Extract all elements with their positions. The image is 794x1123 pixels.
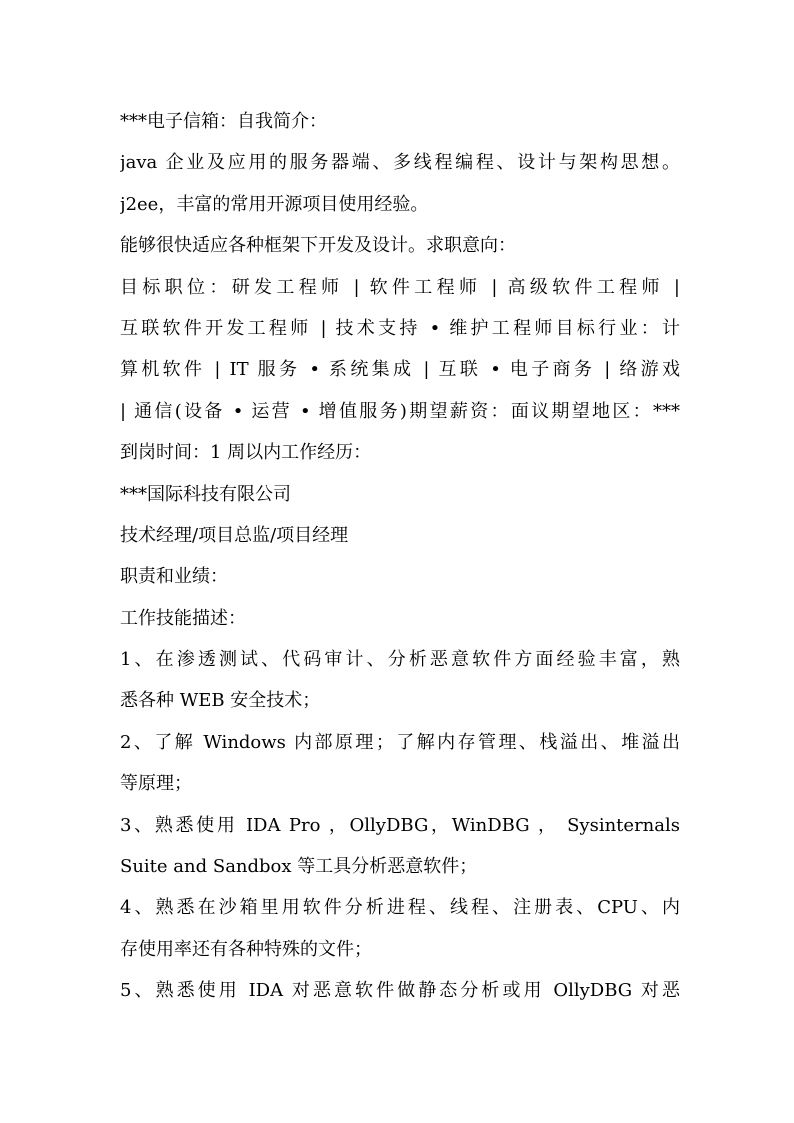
- skill-2-line-1: 2、了解 Windows 内部原理；了解内存管理、栈溢出、堆溢出: [120, 731, 680, 753]
- intro-line-java: java 企业及应用的服务器端、多线程编程、设计与架构思想。: [120, 152, 680, 174]
- email-and-intro-heading: ***电子信箱：自我简介：: [120, 111, 327, 132]
- target-position-line: 目标职位：研发工程师 | 软件工程师 | 高级软件工程师 |: [120, 276, 680, 298]
- skills-heading: 工作技能描述：: [120, 607, 246, 629]
- skill-1-line-1: 1、在渗透测试、代码审计、分析恶意软件方面经验丰富，熟: [120, 649, 680, 671]
- skill-2-line-2: 等原理；: [120, 773, 192, 795]
- target-position-continued-line: 互联软件开发工程师 | 技术支持 • 维护工程师目标行业：计: [120, 317, 680, 339]
- skill-4-line-1: 4、熟悉在沙箱里用软件分析进程、线程、注册表、CPU、内: [120, 897, 680, 919]
- skill-3-line-1: 3、熟悉使用 IDA Pro ，OllyDBG，WinDBG ， Sysinternals: [120, 814, 680, 836]
- skill-4-line-2: 存使用率还有各种特殊的文件；: [120, 938, 372, 960]
- skill-1-line-2: 悉各种 WEB 安全技术；: [120, 690, 321, 712]
- responsibilities-heading: 职责和业绩：: [120, 566, 228, 588]
- company-name: ***国际科技有限公司: [120, 483, 291, 505]
- job-titles: 技术经理/项目总监/项目经理: [120, 524, 349, 546]
- target-industry-line: 算机软件 | IT 服务 • 系统集成 | 互联 • 电子商务 | 络游戏: [120, 359, 680, 381]
- availability-and-experience-line: 到岗时间：1 周以内工作经历：: [120, 442, 372, 464]
- salary-and-location-line: | 通信(设备 • 运营 • 增值服务)期望薪资：面议期望地区：***: [120, 400, 680, 422]
- resume-text-block: [120, 101, 680, 1012]
- skill-5-line-1: 5、熟悉使用 IDA 对恶意软件做静态分析或用 OllyDBG 对恶: [120, 980, 680, 1002]
- intro-line-framework-and-intent: 能够很快适应各种框架下开发及设计。求职意向：: [120, 235, 516, 257]
- skill-3-line-2: Suite and Sandbox 等工具分析恶意软件；: [120, 856, 478, 878]
- intro-line-j2ee: j2ee，丰富的常用开源项目使用经验。: [120, 193, 429, 215]
